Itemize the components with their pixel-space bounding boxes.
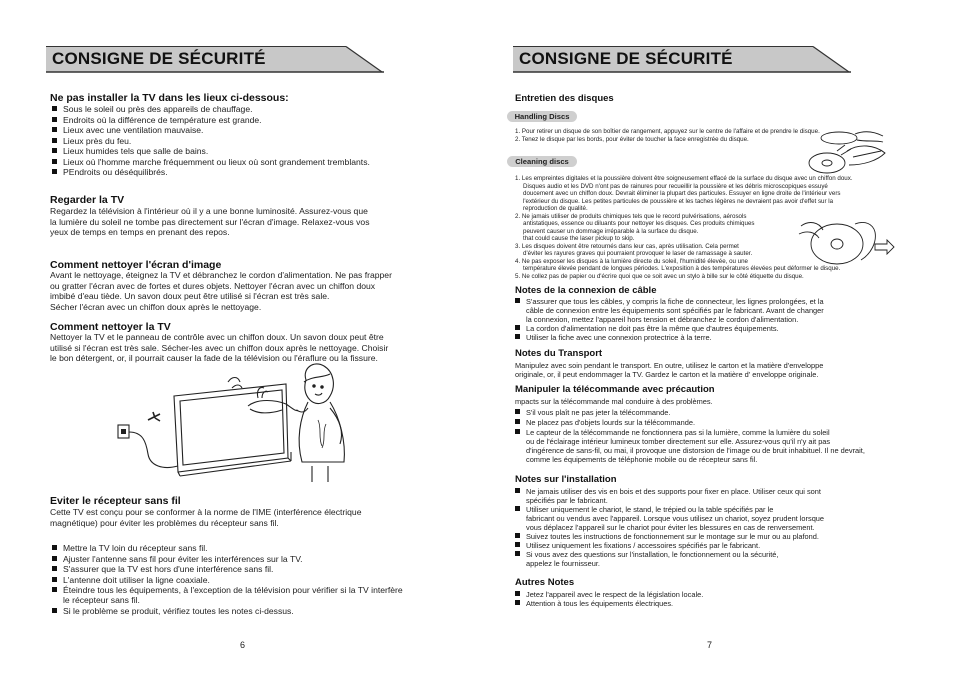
paragraph-line: imbibé d'eau tiède. Un savon doux peut être utilisé si l'écran est très sale. — [50, 291, 330, 301]
ecran-heading: Comment nettoyer l'écran d'image — [50, 259, 222, 271]
cable-heading: Notes de la connexion de câble — [515, 285, 657, 296]
list-item-continuation: appelez le fournisseur. — [526, 559, 600, 568]
paragraph-line: le bon détergent, or, il pourrait causer la fade de la télévision ou l'éraflure ou la fissure. — [50, 353, 378, 363]
list-item: S'il vous plaît ne pas jeter la télécommande. — [515, 408, 670, 417]
list-item: Lieux humides tels que salle de bains. — [52, 146, 208, 157]
list-item: Mettre la TV loin du récepteur sans fil. — [52, 543, 208, 554]
list-item-continuation: fabricant ou vendus avec l'appareil. Lorsque vous utilisez un chariot, soyez prudent lorsque — [526, 514, 825, 523]
list-item: La cordon d'alimentation ne doit pas être la même que d'autres équipements. — [515, 324, 779, 333]
telecommande-heading: Manipuler la télécommande avec précaution — [515, 384, 715, 395]
paragraph-line: la lumière du soleil ne tombe pas directement sur l'écran d'image. Relaxez-vous vos — [50, 216, 370, 227]
list-item: Lieux avec une ventilation mauvaise. — [52, 125, 203, 136]
list-item: Utiliser la fiche avec une connexion protectrice à la terre. — [515, 333, 712, 342]
page-number: 6 — [240, 640, 246, 650]
list-item-continuation: d'ingérence de sans-fil, ou mai, il provoque une distorsion de l'image ou de bruit inhabituel. Il ne devrait, — [526, 446, 865, 455]
list-item: PEndroits ou déséquilibrés. — [52, 167, 168, 178]
paragraph-line: Disques audio et les DVD n'ont pas de rainures pour recueillir la poussière et les débris microscopiques essuyé — [523, 182, 828, 190]
tv-cleaning-illustration — [108, 362, 408, 484]
paragraph-line: 5. Ne collez pas de papier ou d'écrire quoi que ce soit avec un stylo à bille sur le côté étiquette du disque. — [515, 272, 804, 280]
paragraph-line: antistatiques, essence ou diluants pour nettoyer les disques. Ces produits chimiques — [523, 220, 755, 227]
paragraph-line: magnétique) pour éviter les problèmes du récepteur sans fil. — [50, 517, 279, 528]
paragraph-line: Manipulez avec soin pendant le transport. En outre, utilisez le carton et la matière d'enveloppe — [515, 361, 824, 370]
list-item: Ne jamais utiliser des vis en bois et des supports pour fixer en place. Utiliser ceux qui sont — [515, 487, 821, 496]
paragraph-line: Cette TV est conçu pour se conformer à la norme de l'IME (interférence électrique — [50, 507, 362, 517]
list-item: Jetez l'appareil avec le respect de la législation locale. — [515, 590, 703, 599]
list-item: Si le problème se produit, vérifiez toutes les notes ci-dessus. — [52, 606, 294, 617]
list-item: Utiliser uniquement le chariot, le stand, le trépied ou la table spécifiés par le — [515, 505, 773, 514]
paragraph-line: température élevée pendant de longues périodes. L'exposition à des températures élevées peut déformer le disque. — [523, 265, 841, 272]
disques-heading: Entretien des disques — [515, 93, 614, 104]
list-item: S'assurer que la TV est hors d'une interférence sans fil. — [52, 564, 273, 575]
paragraph-line: yeux de temps en temps en prenant des repos. — [50, 227, 230, 237]
title-banner — [46, 46, 386, 72]
list-item: Ajuster l'antenne sans fil pour éviter les interférences sur la TV. — [52, 554, 303, 565]
list-item-continuation: la connexion, mettez l'appareil hors tension et débranchez le cordon d'alimentation. — [526, 315, 799, 324]
disc-handling-illustration — [795, 214, 895, 270]
paragraph-line: Regardez la télévision à l'intérieur où il y a une bonne luminosité. Assurez-vous que — [50, 206, 368, 216]
recepteur-heading: Eviter le récepteur sans fil — [50, 495, 181, 507]
list-item: Ne placez pas d'objets lourds sur la télécommande. — [515, 418, 695, 427]
paragraph-line: d'éviter les rayures graves qui pourraient provoquer le laser de ramassage à sauter. — [523, 250, 753, 257]
paragraph-line: 4. Ne pas exposer les disques à la lumière directe du soleil, l'humidité élevée, ou une — [515, 257, 749, 265]
handling-discs-label: Handling Discs — [507, 111, 577, 122]
paragraph-line: that could cause the laser pickup to skip. — [523, 235, 635, 242]
list-item: Suivez toutes les instructions de fonctionnement sur le montage sur le mur ou au plafond. — [515, 532, 819, 541]
paragraph-line: 3. Les disques doivent être retournés dans leur cas, après utilisation. Cela permet — [515, 242, 739, 250]
paragraph-line: mpacts sur la télécommande mal conduire à des problèmes. — [515, 397, 713, 406]
page-title: CONSIGNE DE SÉCURITÉ — [52, 49, 266, 68]
list-item: Endroits où la différence de température est grande. — [52, 115, 262, 126]
list-item-continuation: spécifiés par le fabricant. — [526, 496, 608, 505]
list-item: Éteindre tous les équipements, à l'exception de la télévision pour vérifier si la TV interfère — [52, 585, 403, 596]
paragraph-line: l'extérieur du disque. Les petites particules de poussière et les taches légères ne devraient pas avoir d'effet sur la — [523, 197, 834, 205]
title-banner — [513, 46, 853, 72]
regarder-heading: Regarder la TV — [50, 194, 125, 206]
list-item: S'assurer que tous les câbles, y compris la fiche de connecteur, les lignes prolongées, et la — [515, 297, 824, 306]
install-heading: Ne pas installer la TV dans les lieux ci-dessous: — [50, 92, 289, 104]
transport-heading: Notes du Transport — [515, 348, 603, 359]
list-item-continuation: le récepteur sans fil. — [63, 595, 140, 605]
paragraph-line: peuvent causer un dommage irréparable à la surface du disque. — [523, 227, 699, 235]
paragraph-line: originale, or, il peut endommager la TV. Gardez le carton et la matière d' enveloppe originale. — [515, 370, 819, 379]
list-item-continuation: vous déplacez l'appareil sur le chariot pour éviter les blessures en cas de renversement. — [526, 523, 815, 532]
installation-heading: Notes sur l'installation — [515, 474, 617, 485]
list-item-continuation: câble de connexion entre les équipements sont spécifiés par le fabricant. Avant de changer — [526, 306, 824, 315]
paragraph-line: reproduction de qualité. — [523, 205, 588, 212]
list-item-continuation: ou de l'éclairage intérieur lumineux tomber directement sur elle. Assurez-vous qu'il n'y ait pas — [526, 437, 831, 446]
paragraph-line: Sécher l'écran avec un chiffon doux après le nettoyage. — [50, 301, 262, 312]
paragraph-line: ou gratter l'écran avec de fortes et dures objets. Nettoyer l'écran avec un chiffon doux — [50, 280, 376, 291]
autres-heading: Autres Notes — [515, 577, 575, 588]
paragraph-line: 1. Pour retirer un disque de son boîtier de rangement, appuyez sur le centre de l'affaire et de prendre le disque. — [515, 128, 820, 135]
list-item: Utilisez uniquement les fixations / accessoires spécifiés par le fabricant. — [515, 541, 760, 550]
list-item-continuation: comme les équipements de téléphonie mobile ou de récepteur sans fil. — [526, 455, 758, 464]
list-item: Attention à tous les équipements électriques. — [515, 599, 673, 608]
right-page — [477, 0, 954, 674]
list-item: Lieux où l'homme marche fréquemment ou lieux où sont grandement tremblants. — [52, 157, 370, 168]
page-number: 7 — [707, 640, 713, 650]
paragraph-line: Avant le nettoyage, éteignez la TV et débranchez le cordon d'alimentation. Ne pas frapper — [50, 270, 392, 280]
paragraph-line: Nettoyer la TV et le panneau de contrôle avec un chiffon doux. Un savon doux peut être — [50, 332, 384, 342]
tv-heading: Comment nettoyer la TV — [50, 321, 171, 333]
list-item: Si vous avez des questions sur l'installation, le fonctionnement ou la sécurité, — [515, 550, 778, 559]
cleaning-discs-label: Cleaning discs — [507, 156, 577, 167]
paragraph-line: 2. Tenez le disque par les bords, pour éviter de toucher la face enregistrée du disque. — [515, 136, 749, 143]
paragraph-line: utilisé si l'écran est très sale. Sécher-les avec un chiffon doux après le nettoyage. Choisir — [50, 342, 389, 353]
page-title: CONSIGNE DE SÉCURITÉ — [519, 49, 733, 68]
list-item: L'antenne doit utiliser la ligne coaxiale. — [52, 575, 210, 586]
list-item: Sous le soleil ou près des appareils de chauffage. — [52, 104, 253, 115]
list-item: Lieux près du feu. — [52, 136, 131, 147]
paragraph-line: 1. Les empreintes digitales et la poussière doivent être soigneusement effacé de la surface du disque avec un chiffon doux. — [515, 175, 853, 182]
paragraph-line: doucement avec un chiffon doux. Devrait éliminer la plupart des particules. Essuyer en ligne droite de l'intérieur vers — [523, 190, 841, 197]
paragraph-line: 2. Ne jamais utiliser de produits chimiques tels que le record pulvérisations, aérosols — [515, 212, 747, 220]
list-item: Le capteur de la télécommande ne fonctionnera pas si la lumière, comme la lumière du soleil — [515, 428, 830, 437]
